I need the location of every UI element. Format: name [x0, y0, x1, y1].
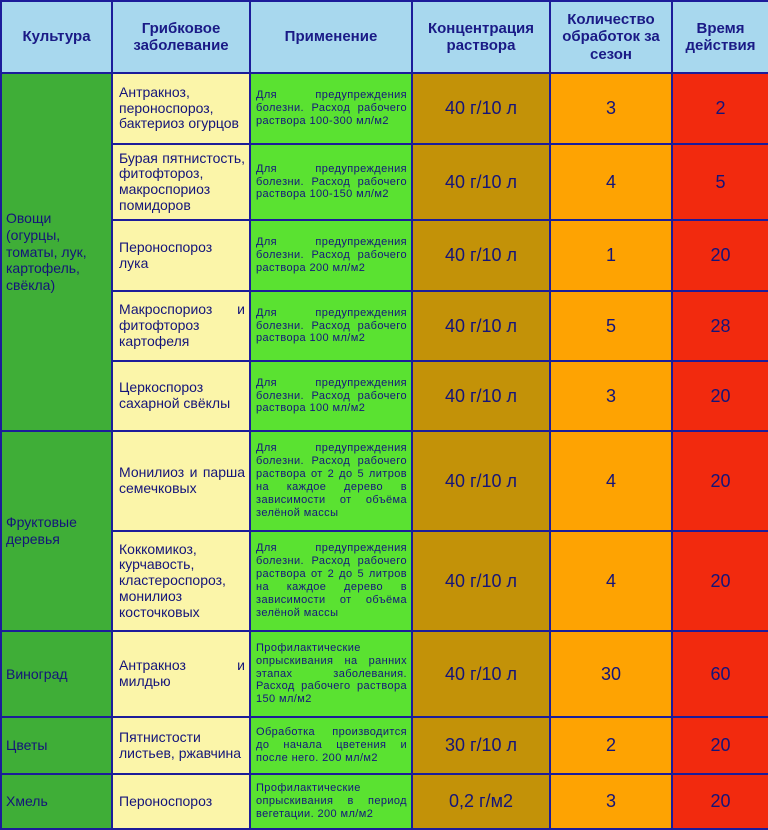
- table-row: [1, 717, 768, 774]
- table-row: [1, 144, 768, 220]
- culture-cell-hops: Хмель: [1, 774, 112, 829]
- time-cell: 5: [672, 144, 768, 220]
- header-treatments: Количество обработок за сезон: [550, 1, 672, 73]
- application-cell: Профилактические опрыскивания на ранних этапах заболевания. Расход рабочего раствора 150 мл/м2: [250, 631, 412, 717]
- header-application: Применение: [250, 1, 412, 73]
- time-cell: 20: [672, 774, 768, 829]
- table-row: [1, 220, 768, 291]
- header-disease: Грибковое заболевание: [112, 1, 250, 73]
- culture-cell-grape: Виноград: [1, 631, 112, 717]
- table-row: [1, 631, 768, 717]
- disease-cell: Монилиоз и парша семечковых: [112, 431, 250, 531]
- disease-cell: Пятнистости листьев, ржавчина: [112, 717, 250, 774]
- treatments-cell: 4: [550, 144, 672, 220]
- header-row: [1, 1, 768, 73]
- treatments-cell: 3: [550, 361, 672, 431]
- concentration-cell: 0,2 г/м2: [412, 774, 550, 829]
- application-cell: Для предупреждения болезни. Расход рабочего раствора 100 мл/м2: [250, 361, 412, 431]
- culture-cell-fruit-trees: Фруктовые деревья: [1, 431, 112, 631]
- time-cell: 60: [672, 631, 768, 717]
- culture-cell-vegetables: Овощи (огурцы, томаты, лук, картофель, свёкла): [1, 73, 112, 431]
- treatments-cell: 4: [550, 531, 672, 631]
- disease-cell: Бурая пятнистость, фитофтороз, макроспориоз помидоров: [112, 144, 250, 220]
- table-row: [1, 431, 768, 531]
- treatments-cell: 3: [550, 774, 672, 829]
- treatments-cell: 4: [550, 431, 672, 531]
- table-row: [1, 291, 768, 361]
- treatments-cell: 1: [550, 220, 672, 291]
- time-cell: 20: [672, 361, 768, 431]
- application-cell: Для предупреждения болезни. Расход рабочего раствора от 2 до 5 литров на каждое дерево в зависимости от объёма зелёной массы: [250, 531, 412, 631]
- disease-cell: Пероноспороз лука: [112, 220, 250, 291]
- concentration-cell: 40 г/10 л: [412, 291, 550, 361]
- disease-cell: Коккомикоз, курчавость, кластероспороз, монилиоз косточковых: [112, 531, 250, 631]
- disease-cell: Макроспориоз и фитофтороз картофеля: [112, 291, 250, 361]
- application-cell: Для предупреждения болезни. Расход рабочего раствора 100 мл/м2: [250, 291, 412, 361]
- table-row: [1, 361, 768, 431]
- concentration-cell: 40 г/10 л: [412, 144, 550, 220]
- application-cell: Для предупреждения болезни. Расход рабочего раствора 200 мл/м2: [250, 220, 412, 291]
- concentration-cell: 40 г/10 л: [412, 361, 550, 431]
- concentration-cell: 40 г/10 л: [412, 431, 550, 531]
- application-cell: Профилактические опрыскивания в период вегетации. 200 мл/м2: [250, 774, 412, 829]
- time-cell: 20: [672, 717, 768, 774]
- treatments-cell: 5: [550, 291, 672, 361]
- disease-cell: Пероноспороз: [112, 774, 250, 829]
- table-row: [1, 73, 768, 144]
- header-time: Время действия: [672, 1, 768, 73]
- culture-cell-flowers: Цветы: [1, 717, 112, 774]
- concentration-cell: 40 г/10 л: [412, 631, 550, 717]
- concentration-cell: 40 г/10 л: [412, 531, 550, 631]
- application-cell: Обработка производится до начала цветения и после него. 200 мл/м2: [250, 717, 412, 774]
- disease-cell: Антракноз и милдью: [112, 631, 250, 717]
- treatments-cell: 30: [550, 631, 672, 717]
- application-cell: Для предупреждения болезни. Расход рабочего раствора 100-150 мл/м2: [250, 144, 412, 220]
- disease-cell: Церкоспороз сахарной свёклы: [112, 361, 250, 431]
- application-cell: Для предупреждения болезни. Расход рабочего раствора 100-300 мл/м2: [250, 73, 412, 144]
- concentration-cell: 40 г/10 л: [412, 73, 550, 144]
- header-culture: Культура: [1, 1, 112, 73]
- time-cell: 20: [672, 531, 768, 631]
- concentration-cell: 30 г/10 л: [412, 717, 550, 774]
- table-row: [1, 531, 768, 631]
- concentration-cell: 40 г/10 л: [412, 220, 550, 291]
- time-cell: 2: [672, 73, 768, 144]
- disease-cell: Антракноз, пероноспороз, бактериоз огурцов: [112, 73, 250, 144]
- table-row: [1, 774, 768, 829]
- treatments-cell: 2: [550, 717, 672, 774]
- treatments-cell: 3: [550, 73, 672, 144]
- application-cell: Для предупреждения болезни. Расход рабочего раствора от 2 до 5 литров на каждое дерево в зависимости от объёма зелёной массы: [250, 431, 412, 531]
- time-cell: 28: [672, 291, 768, 361]
- time-cell: 20: [672, 431, 768, 531]
- time-cell: 20: [672, 220, 768, 291]
- header-concentration: Концентрация раствора: [412, 1, 550, 73]
